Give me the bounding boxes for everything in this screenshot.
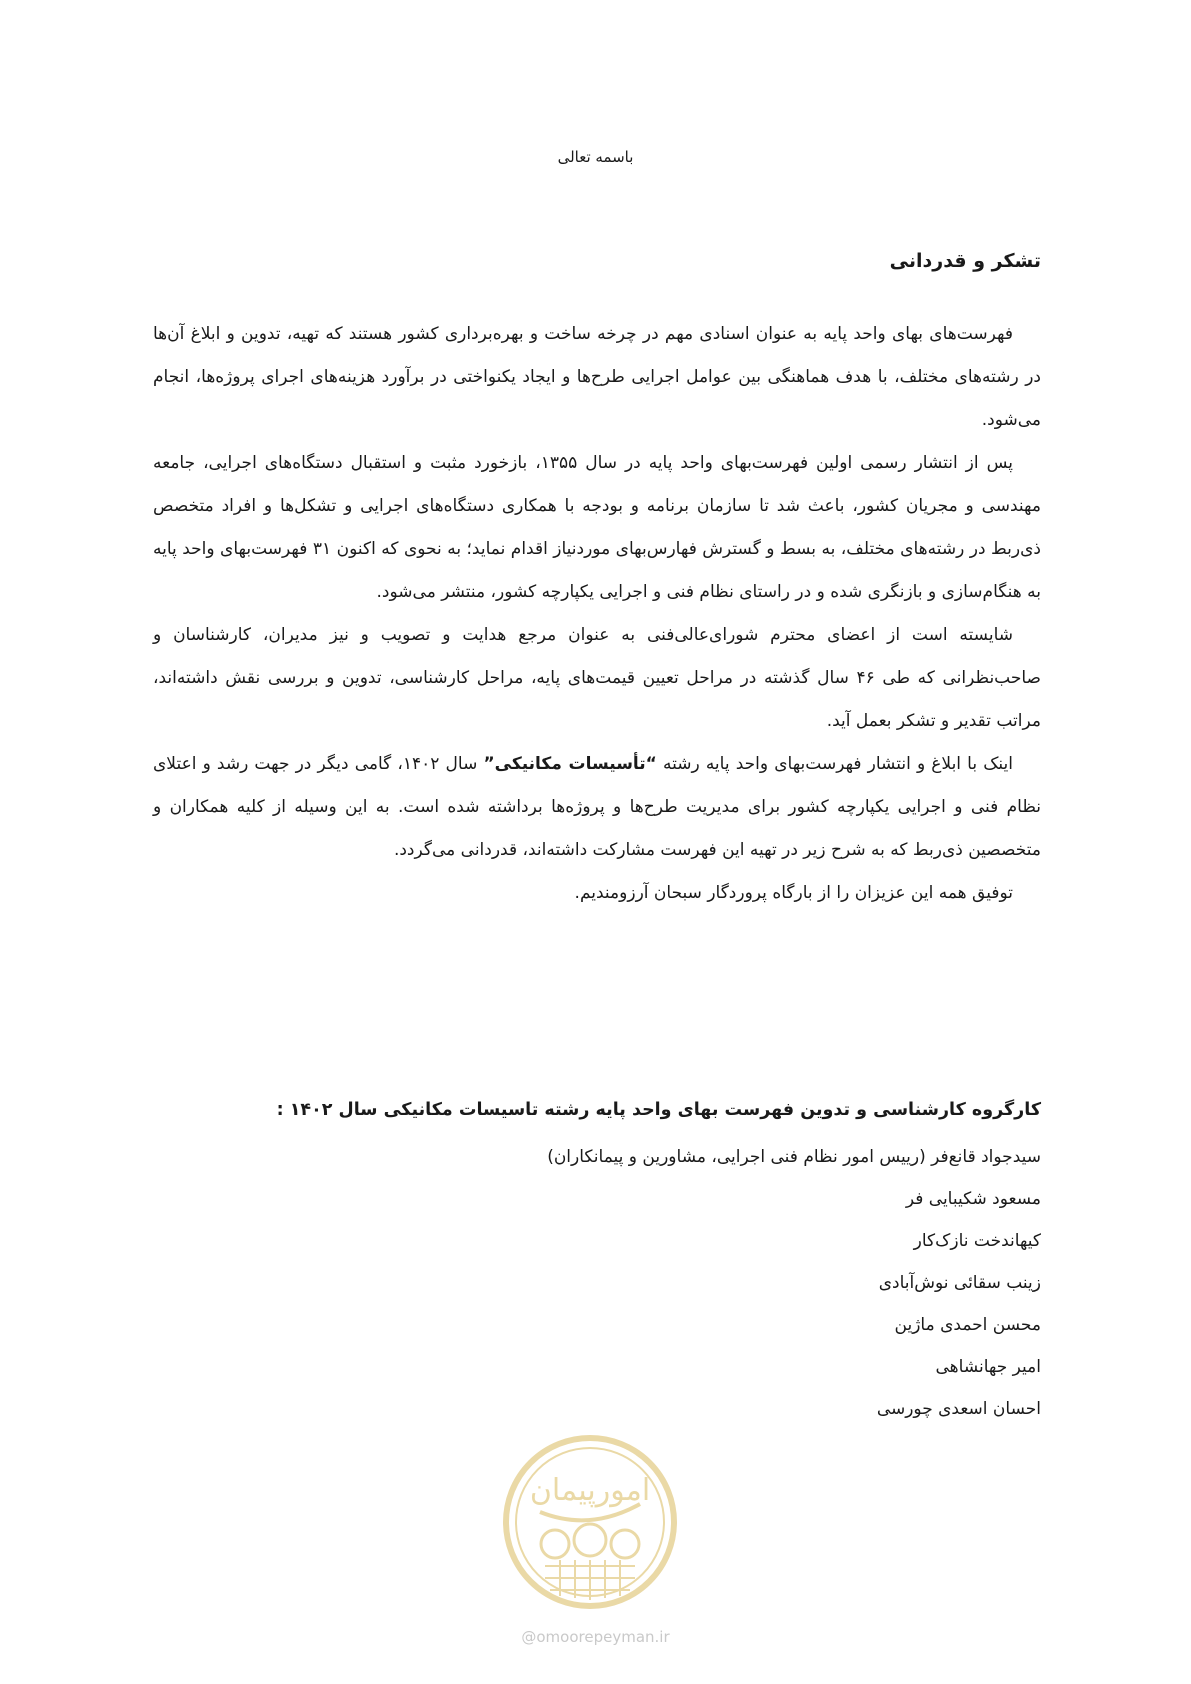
paragraph-2: پس از انتشار رسمی اولین فهرست‌بهای واحد پایه در سال ۱۳۵۵، بازخورد مثبت و استقبال دستگاه‌های اجرایی، جامعه مهندسی و مجریان کشور، باعث شد تا سازمان برنامه و بودجه با همکاری دستگاه‌های اجرایی و تشکل‌ها و افراد متخصص ذی‌ربط در رشته‌های مختلف، به بسط و گسترش فهارس‌بهای موردنیاز اقدام نماید؛ به نحوی که اکنون ۳۱ فهرست‌بهای واحد پایه به هنگام‌سازی و بازنگری شده و در راستای نظام فنی و اجرایی یکپارچه کشور، منتشر می‌شود.	[153, 453, 1041, 602]
paragraph-1: فهرست‌های بهای واحد پایه به عنوان اسنادی مهم در چرخه ساخت و بهره‌برداری کشور هستند که تهیه، تدوین و ابلاغ آن‌ها در رشته‌های مختلف، با هدف هماهنگی بین عوامل اجرایی طرح‌ها و ایجاد یکنواختی در برآورد هزینه‌های اجرای پروژه‌ها، انجام می‌شود.	[153, 324, 1041, 430]
list-item: سیدجواد قانع‌فر (رییس امور نظام فنی اجرایی، مشاورین و پیمانکاران)	[547, 1147, 1041, 1167]
list-item: احسان اسعدی چورسی	[876, 1399, 1041, 1419]
list-item: مسعود شکیبایی فر	[905, 1189, 1041, 1209]
paragraph-4-end: سال ۱۴۰۲، گامی دیگر در جهت رشد و اعتلای نظام فنی و اجرایی یکپارچه کشور برای مدیریت طرح‌ها و پروژه‌ها برداشته شده است. به این وسیله از کلیه همکاران و متخصصین ذی‌ربط که به شرح زیر در تهیه این فهرست مشارکت داشته‌اند، قدردانی می‌گردد.	[153, 754, 1041, 860]
working-group-title: کارگروه کارشناسی و تدوین فهرست بهای واحد پایه رشته تاسیسات مکانیکی سال ۱۴۰۲ :	[276, 1100, 1041, 1120]
basmala: باسمه تعالی	[557, 148, 634, 166]
field-name: “تأسیسات مکانیکی”	[483, 754, 657, 774]
seal-logo-graphic	[500, 1432, 680, 1612]
list-item: کیهاندخت نازک‌کار	[913, 1231, 1041, 1251]
paragraph-4	[153, 743, 1041, 872]
list-item: محسن احمدی ماژین	[894, 1315, 1041, 1335]
paragraph-4-start: اینک با ابلاغ و انتشار فهرست‌بهای واحد پایه رشته	[656, 754, 1013, 774]
logo-text: امورپیمان	[529, 1473, 651, 1508]
page-title: تشکر و قدردانی	[889, 250, 1041, 272]
member-list	[547, 1136, 1041, 1430]
paragraph-5: توفیق همه این عزیزان را از بارگاه پروردگار سبحان آرزومندیم.	[574, 883, 1013, 903]
list-item: زینب سقائی نوش‌آبادی	[878, 1273, 1041, 1293]
paragraph-3: شایسته است از اعضای محترم شورای‌عالی‌فنی به عنوان مرجع هدایت و تصویب و نیز مدیران، کارشناسان و صاحب‌نظرانی که طی ۴۶ سال گذشته در مراحل تعیین قیمت‌های پایه، مراحل کارشناسی، تدوین و بررسی نقش داشته‌اند، مراتب تقدیر و تشکر بعمل آید.	[153, 625, 1041, 731]
watermark: @omoorepeyman.ir	[521, 1628, 670, 1646]
acknowledgement-body	[153, 313, 1041, 915]
list-item: امیر جهانشاهی	[935, 1357, 1041, 1377]
seal-logo-icon	[500, 1432, 680, 1612]
